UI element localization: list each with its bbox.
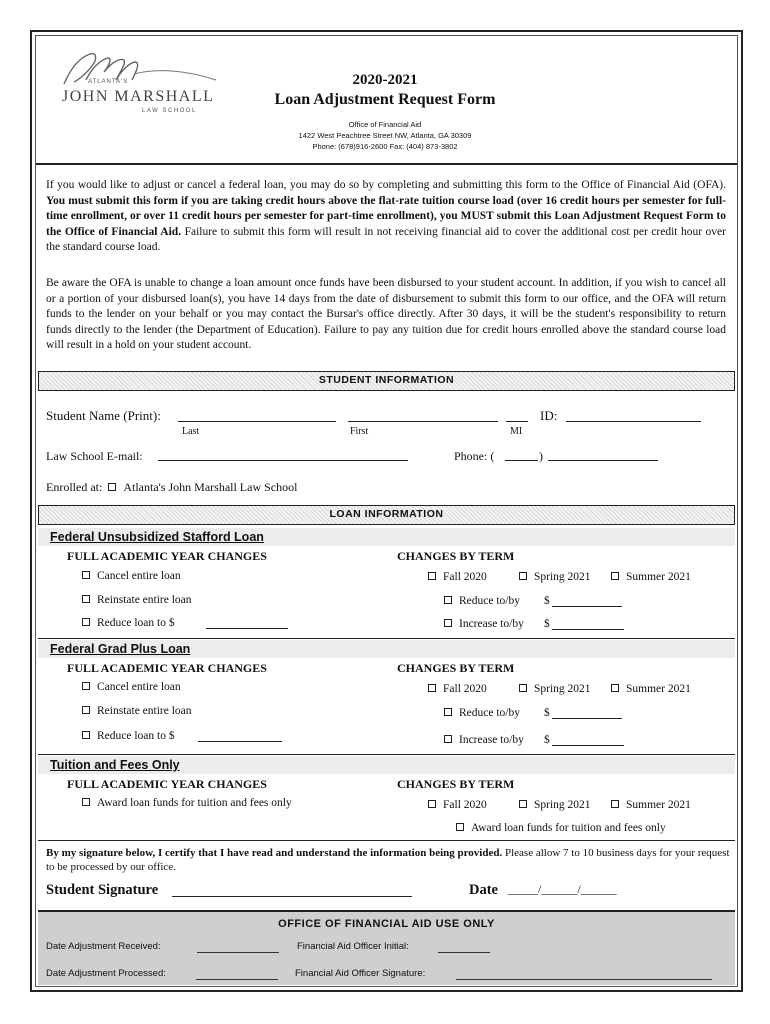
grad-term-increase-checkbox[interactable] [444,735,452,743]
logo-atlanta-text: ATLANTA'S [88,79,129,85]
grad-spring-checkbox[interactable] [519,684,527,692]
enrolled-checkbox[interactable] [108,483,116,491]
student-name-label: Student Name (Print): [46,408,161,423]
officer-initial-field[interactable] [438,952,490,953]
grad-term-reduce-dollar: $ [544,707,550,719]
last-name-field[interactable] [178,421,336,422]
grad-plus-loan-title: Federal Grad Plus Loan [38,640,735,658]
grad-reduce-option[interactable] [82,730,175,742]
date-processed-field[interactable] [196,979,278,980]
phone-paren-close: ) [539,449,543,463]
officer-signature-label: Financial Aid Officer Signature: [295,968,426,979]
form-year: 2020-2021 [352,72,418,88]
logo-monogram-icon [56,50,226,90]
loan-divider-3 [38,840,735,841]
date-label: Date [469,882,498,898]
grad-summer-option[interactable] [611,683,691,695]
tuition-term-award-checkbox[interactable] [456,823,464,831]
tuition-award-option[interactable] [82,797,292,809]
unsub-reduce-option[interactable] [82,617,175,629]
loan-info-header: LOAN INFORMATION [38,505,735,525]
student-id-field[interactable] [566,421,701,422]
unsub-full-year-heading: FULL ACADEMIC YEAR CHANGES [67,549,267,563]
tuition-fall-label: Fall 2020 [443,799,487,811]
tuition-term-award-option[interactable] [456,822,666,834]
unsub-cancel-checkbox[interactable] [82,571,90,579]
intro-paragraph-2: Be aware the OFA is unable to change a loan amount once funds have been disbursed to your student account. In addition, if you wish to cancel all or a portion of your disbursed loan(s), you have 14 days from the date of disbursement to submit this form to our office, and the OFA will return funds to the lender on your behalf or you may contact the Bursar's office directly. After 30 days, it will be the student's responsibility to return funds directly to the lender (the Department of Education). Failure to pay any tuition due for credit hours enrolled above the standard course load will result in a hold on your student account. [46,277,726,351]
grad-cancel-label: Cancel entire loan [97,681,181,693]
loan-divider-2 [38,754,735,755]
unsubsidized-loan-title: Federal Unsubsidized Stafford Loan [38,528,735,546]
certification-bold: By my signature below, I certify that I have read and understand the information being provided. [46,847,503,859]
tuition-fall-checkbox[interactable] [428,800,436,808]
phone-area-code-field[interactable] [505,460,538,461]
unsub-reinstate-checkbox[interactable] [82,595,90,603]
unsub-term-increase-option[interactable] [444,618,524,630]
unsub-cancel-label: Cancel entire loan [97,570,181,582]
unsub-term-reduce-dollar: $ [544,595,550,607]
email-field[interactable] [158,460,408,461]
office-use-title: OFFICE OF FINANCIAL AID USE ONLY [278,918,495,930]
header-divider [36,163,737,165]
grad-summer-checkbox[interactable] [611,684,619,692]
grad-reduce-checkbox[interactable] [82,731,90,739]
office-phone-fax: Phone: (678)916-2600 Fax: (404) 873-3802 [312,142,458,151]
unsub-term-increase-amount-field[interactable] [552,629,624,630]
unsub-summer-option[interactable] [611,571,691,583]
grad-reduce-label: Reduce loan to $ [97,730,175,742]
unsub-spring-option[interactable] [519,571,591,583]
unsub-spring-checkbox[interactable] [519,572,527,580]
grad-reinstate-checkbox[interactable] [82,706,90,714]
unsub-term-increase-checkbox[interactable] [444,619,452,627]
office-contact [235,119,535,152]
tuition-term-award-label: Award loan funds for tuition and fees only [471,822,666,834]
unsub-fall-label: Fall 2020 [443,571,487,583]
unsub-fall-option[interactable] [428,571,487,583]
unsub-by-term-heading: CHANGES BY TERM [397,549,515,563]
tuition-award-checkbox[interactable] [82,798,90,806]
date-received-field[interactable] [197,952,279,953]
grad-summer-label: Summer 2021 [626,683,691,695]
student-signature-field[interactable] [172,896,412,897]
unsub-cancel-option[interactable] [82,570,181,582]
tuition-by-term-heading: CHANGES BY TERM [397,777,515,791]
unsub-reduce-label: Reduce loan to $ [97,617,175,629]
tuition-spring-checkbox[interactable] [519,800,527,808]
grad-term-increase-amount-field[interactable] [552,745,624,746]
unsub-term-increase-label: Increase to/by [459,618,524,630]
grad-spring-option[interactable] [519,683,591,695]
logo-sub-text: LAW SCHOOL [142,108,197,114]
grad-cancel-checkbox[interactable] [82,682,90,690]
student-info-header: STUDENT INFORMATION [38,371,735,391]
grad-by-term-heading: CHANGES BY TERM [397,661,515,675]
loan-divider-1 [38,638,735,639]
certification-text [46,846,730,874]
certification-rest: Please allow 7 to 10 business days for your request to be processed by our office. [46,847,730,873]
middle-initial-field[interactable] [506,421,528,422]
unsub-term-reduce-amount-field[interactable] [552,606,622,607]
logo-name-text: JOHN MARSHALL [62,88,215,105]
enrolled-at-text: Enrolled at: [46,480,103,494]
tuition-fees-title: Tuition and Fees Only [38,756,735,774]
student-id-label: ID: [540,408,558,423]
grad-term-increase-dollar: $ [544,734,550,746]
intro-text-bold: You must submit this form if you are taking credit hours above the flat-rate tuition course load (over 16 credit hours per semester for full-time enrollment, or over 11 credit hours per semester for part-time enrollment), you MUST submit this Loan Adjustment Request Form to the Office of Financial Aid. [46,194,726,238]
first-caption: First [350,426,369,437]
unsub-term-reduce-checkbox[interactable] [444,596,452,604]
email-label: Law School E-mail: [46,449,143,463]
grad-fall-option[interactable] [428,683,487,695]
mi-caption: MI [510,426,523,437]
school-name: Atlanta's John Marshall Law School [123,480,298,494]
date-processed-label: Date Adjustment Processed: [46,968,166,979]
grad-term-reduce-option[interactable] [444,707,520,719]
date-received-label: Date Adjustment Received: [46,941,161,952]
student-signature-label: Student Signature [46,882,159,898]
grad-term-increase-option[interactable] [444,734,524,746]
grad-reinstate-label: Reinstate entire loan [97,705,192,717]
unsub-term-reduce-label: Reduce to/by [459,595,520,607]
form-title: Loan Adjustment Request Form [274,91,496,108]
school-logo [56,50,226,120]
last-caption: Last [182,426,200,437]
grad-term-increase-label: Increase to/by [459,734,524,746]
phone-number-field[interactable] [548,460,658,461]
intro-text-b: Failure to submit this form will result in not receiving financial aid to cover the additional cost per credit hour over the standard course load. [46,225,726,253]
unsub-reinstate-label: Reinstate entire loan [97,594,192,606]
unsub-reduce-amount-field[interactable] [206,628,288,629]
tuition-summer-label: Summer 2021 [626,799,691,811]
unsub-spring-label: Spring 2021 [534,571,591,583]
first-name-field[interactable] [348,421,498,422]
unsub-reinstate-option[interactable] [82,594,192,606]
grad-spring-label: Spring 2021 [534,683,591,695]
grad-reduce-amount-field[interactable] [198,741,282,742]
grad-cancel-option[interactable] [82,681,181,693]
officer-initial-label: Financial Aid Officer Initial: [297,941,409,952]
grad-term-reduce-amount-field[interactable] [552,718,622,719]
enrolled-at-label [46,480,297,495]
tuition-full-year-heading: FULL ACADEMIC YEAR CHANGES [67,777,267,791]
intro-paragraph-1 [46,178,726,256]
office-address: 1422 West Peachtree Street NW, Atlanta, GA 30309 [298,131,472,140]
tuition-award-label: Award loan funds for tuition and fees only [97,797,292,809]
phone-label: Phone: ( [454,449,495,463]
grad-fall-label: Fall 2020 [443,683,487,695]
unsub-summer-label: Summer 2021 [626,571,691,583]
intro-text-a: If you would like to adjust or cancel a federal loan, you may do so by completing and submitting this form to the Office of Financial Aid (OFA). [46,179,726,191]
tuition-spring-option[interactable] [519,799,591,811]
unsub-term-increase-dollar: $ [544,618,550,630]
tuition-fall-option[interactable] [428,799,487,811]
date-field[interactable]: _____/______/______ [508,882,617,896]
unsub-summer-checkbox[interactable] [611,572,619,580]
grad-term-reduce-label: Reduce to/by [459,707,520,719]
grad-reinstate-option[interactable] [82,705,192,717]
office-name: Office of Financial Aid [348,120,422,129]
grad-fall-checkbox[interactable] [428,684,436,692]
grad-term-reduce-checkbox[interactable] [444,708,452,716]
tuition-summer-option[interactable] [611,799,691,811]
officer-signature-field[interactable] [456,979,712,980]
unsub-fall-checkbox[interactable] [428,572,436,580]
unsub-term-reduce-option[interactable] [444,595,520,607]
tuition-spring-label: Spring 2021 [534,799,591,811]
unsub-reduce-checkbox[interactable] [82,618,90,626]
grad-full-year-heading: FULL ACADEMIC YEAR CHANGES [67,661,267,675]
tuition-summer-checkbox[interactable] [611,800,619,808]
